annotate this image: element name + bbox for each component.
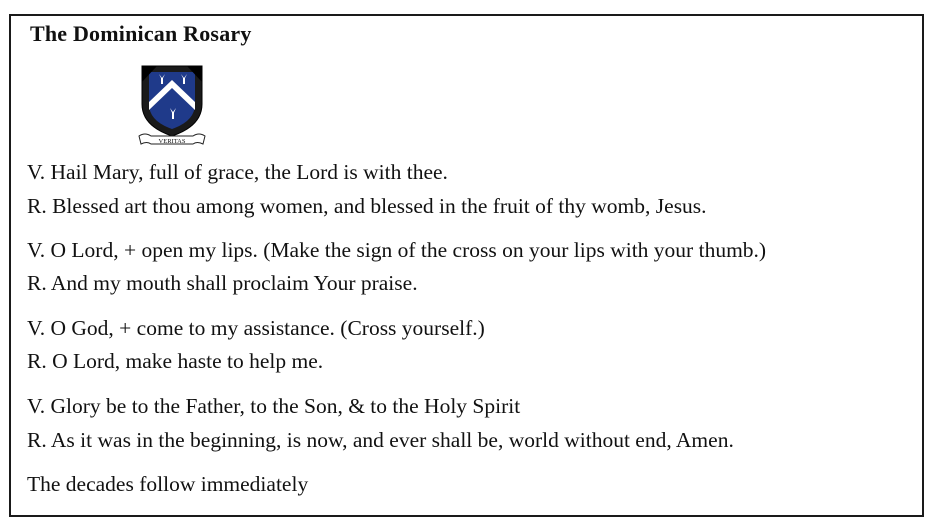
response-line: R. As it was in the beginning, is now, and ever shall be, world without end, Amen. (27, 428, 734, 452)
dominican-crest-icon (137, 64, 207, 148)
response-line: R. O Lord, make haste to help me. (27, 349, 324, 373)
versicle-line: V. O Lord, + open my lips. (Make the sign of the cross on your lips with your thumb.) (27, 238, 767, 262)
versicle-line: V. Glory be to the Father, to the Son, & to the Holy Spirit (27, 394, 521, 418)
versicle-line: V. O God, + come to my assistance. (Cross yourself.) (27, 316, 485, 340)
document-title: The Dominican Rosary (30, 21, 252, 46)
response-line: R. And my mouth shall proclaim Your praise. (27, 271, 418, 295)
response-line: R. Blessed art thou among women, and blessed in the fruit of thy womb, Jesus. (27, 194, 707, 218)
crest-motto: VERITAS (158, 138, 186, 145)
closing-note: The decades follow immediately (27, 472, 309, 496)
versicle-line: V. Hail Mary, full of grace, the Lord is with thee. (27, 160, 448, 184)
